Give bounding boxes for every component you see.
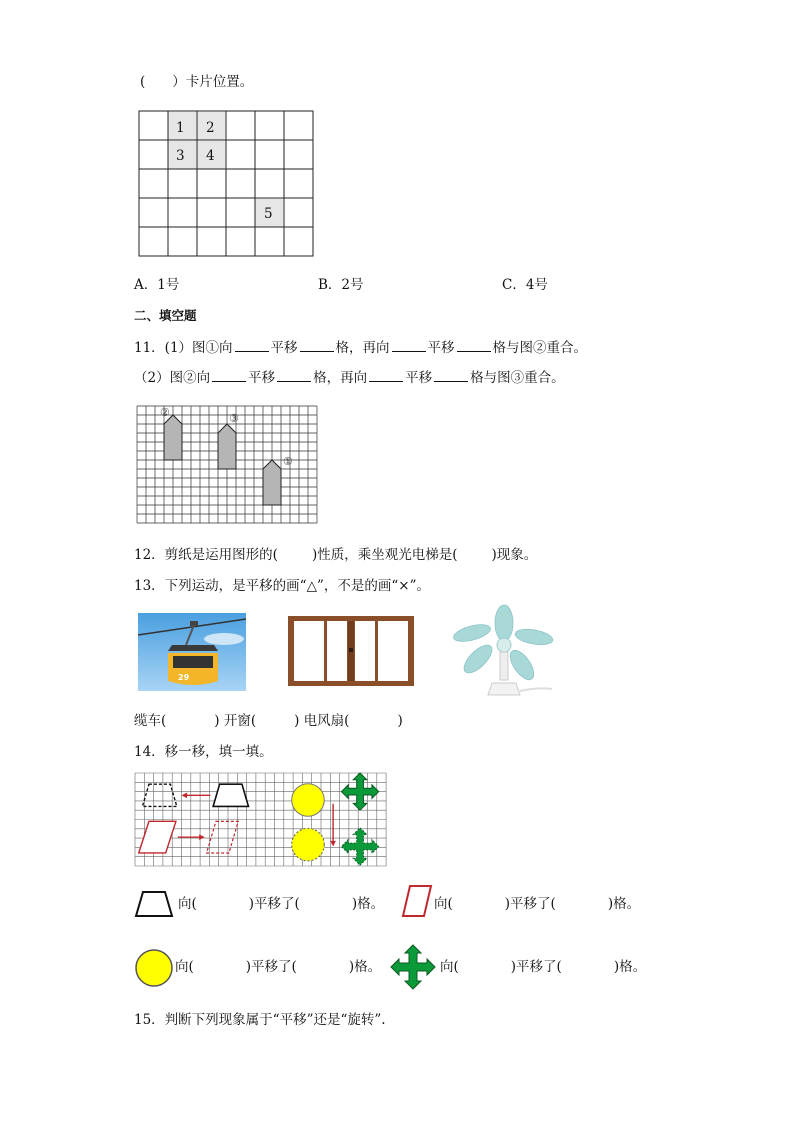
q13-answers: 缆车( ) 开窗( ) 电风扇( )	[134, 713, 403, 729]
card-question-intro: ( ）卡片位置。	[140, 74, 254, 90]
arrow-down-head	[330, 841, 336, 847]
star-cross-solid	[341, 773, 378, 810]
option-c: C．4号	[502, 277, 548, 293]
arrow-right-head	[199, 834, 205, 840]
star-cross-icon	[390, 944, 436, 990]
q11-line1: 11．(1）图①向 平移 格，再向 平移 格与图②重合。	[134, 340, 588, 356]
window-image	[288, 616, 414, 686]
fan-image	[448, 603, 558, 699]
card-grid	[138, 110, 314, 256]
q13-text: 13．下列运动，是平移的画“△”，不是的画“×”。	[134, 578, 430, 594]
trapezoid-solid	[213, 784, 248, 806]
option-b: B．2号	[318, 277, 364, 293]
card-4: 4	[206, 148, 215, 164]
circle-icon	[134, 948, 174, 988]
shape-move-grid	[134, 772, 386, 866]
q11-line2: （2）图②向 平移 格，再向 平移 格与图③重合。	[134, 370, 565, 386]
trapezoid-icon	[134, 890, 174, 918]
q14-row1-right: 向( )平移了( )格。	[434, 896, 641, 912]
q14-row1-left: 向( )平移了( )格。	[178, 896, 385, 912]
card-2: 2	[206, 120, 215, 136]
card-1: 1	[176, 120, 185, 136]
card-3: 3	[176, 148, 185, 164]
q14-row2-right: 向( )平移了( )格。	[440, 959, 647, 975]
house-3	[218, 424, 236, 469]
house-2	[164, 415, 182, 460]
q14-text: 14．移一移，填一填。	[134, 744, 273, 760]
q14-row2-left: 向( )平移了( )格。	[175, 959, 382, 975]
cable-car-image	[138, 613, 246, 691]
house-1	[263, 460, 281, 505]
q15-text: 15．判断下列现象属于“平移”还是“旋转”.	[134, 1012, 386, 1028]
circle-dashed	[292, 828, 325, 861]
trapezoid-dashed	[142, 784, 176, 806]
cable-car-number: 29	[178, 673, 190, 682]
section-title: 二、填空题	[134, 308, 197, 323]
arrow-left-head	[182, 793, 188, 799]
circle-solid	[292, 784, 325, 817]
parallelogram-icon	[400, 884, 434, 918]
card-5: 5	[264, 206, 273, 222]
marker-1: ①	[283, 455, 293, 468]
marker-3: ③	[229, 412, 239, 425]
parallelogram-dashed	[207, 821, 239, 853]
q12-text: 12．剪纸是运用图形的( )性质，乘坐观光电梯是( )现象。	[134, 547, 538, 563]
option-a: A．1号	[134, 277, 180, 293]
star-cross-moved	[341, 828, 378, 865]
marker-2: ②	[160, 406, 170, 419]
